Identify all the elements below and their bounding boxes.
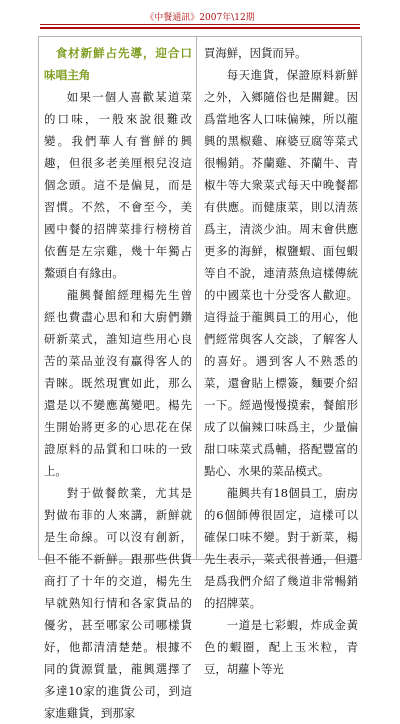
section-heading: 食材新鮮占先導，迎合口味唱主角 bbox=[44, 46, 192, 82]
publication-title: 《中餐通訊》2007年\12期 bbox=[145, 13, 255, 23]
paragraph: 一道是七彩蝦，炸成金黃色的蝦圈，配上玉米粒，青豆，胡蘿卜等光 bbox=[204, 618, 358, 676]
column-divider bbox=[196, 36, 197, 560]
paragraph: 如果一個人喜歡某道菜的口味，一般來說很難改變。我們華人有嘗鮮的興趣，但很多老美厘根兒沒這個念頭。這不是偏見，而是習慣。不然，不會至今，美國中餐的招牌菜排行榜榜首依舊是左宗雞，幾十年獨占鰲頭自有緣由。 bbox=[44, 90, 192, 280]
right-column bbox=[204, 42, 358, 680]
left-column bbox=[44, 42, 192, 724]
page-header bbox=[40, 12, 360, 28]
header-rule-thin bbox=[40, 24, 360, 25]
paragraph-continuation: 買海鮮，因貨而异。 bbox=[204, 46, 307, 60]
paragraph: 對于做餐飲業，尤其是對做布菲的人來講，新鮮就是生命線。可以沒有創新，但不能不新鮮。跟那些供貨商打了十年的交道，楊先生早就熟知行情和各家貨品的優劣，甚至哪家公司哪樣貨好，他都清清楚楚。根據不同的貨源質量，龍興選擇了多達10家的進貨公司，到這家進雞貨，到那家 bbox=[44, 486, 192, 720]
paragraph: 每天進貨，保證原料新鮮之外，入鄉隨俗也是關鍵。因爲當地客人口味偏辣，所以龍興的黑椒雞、麻婆豆腐等菜式很暢銷。芥蘭雞、芥蘭牛、青椒牛等大衆菜式每天中晚餐都有供應。而健康菜，則以清蒸爲主，清淡少油。周末會供應更多的海鮮，椒鹽蝦、面包蝦等自不說，連清蒸魚這樣傳統的中國菜也十分受客人歡迎。這得益于龍興員工的用心，他們經常與客人交談，了解客人的喜好。遇到客人不熟悉的菜，還會貼上標簽，麵要介紹一下。經過慢慢摸索，餐館形成了以偏辣口味爲主，少量偏甜口味菜式爲輔，搭配豐富的點心、水果的菜品模式。 bbox=[204, 68, 358, 478]
header-rule-thick bbox=[40, 27, 360, 29]
paragraph: 龍興餐館經理楊先生曾經也費盡心思和和大廚們鑽研新菜式，誰知這些用心良苦的菜品並沒有贏得客人的青睞。既然現實如此，那么還是以不變應萬變吧。楊先生開始將更多的心思花在保證原料的品質和口味的一致上。 bbox=[44, 288, 192, 478]
paragraph: 龍興共有18個員工，廚房的6個師傅很固定，這樣可以確保口味不變。對于新菜，楊先生表示，菜式很普通，但還是爲我們介紹了幾道非常暢銷的招牌菜。 bbox=[204, 486, 358, 610]
